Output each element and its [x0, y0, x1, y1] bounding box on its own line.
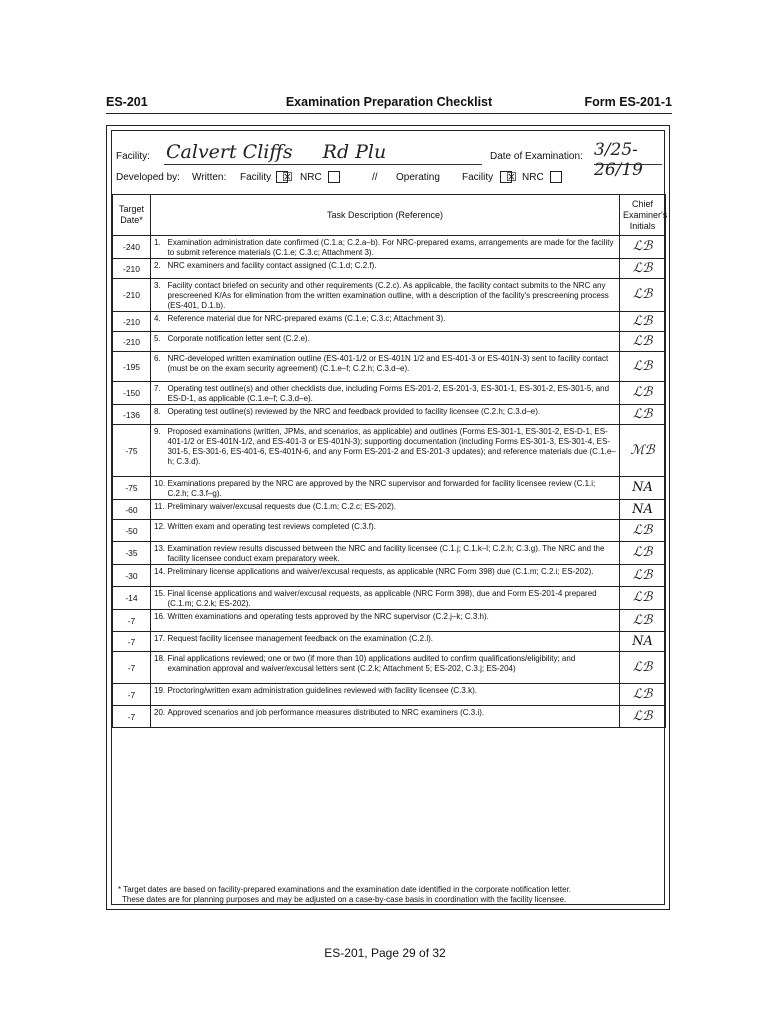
task-description: Examinations prepared by the NRC are approved by the NRC supervisor and forwarded for facility licensee review (C.1.i; C.2.h; C.3.f–g). [165, 477, 620, 500]
task-description: Written examinations and operating tests approved by the NRC supervisor (C.2.j–k; C.3.h). [165, 610, 620, 632]
task-number: 1. [151, 236, 165, 259]
table-row [113, 632, 666, 652]
header-form-code: ES-201 [106, 95, 148, 109]
task-number: 15. [151, 587, 165, 610]
task-rows [113, 236, 666, 728]
task-description: Operating test outline(s) reviewed by the NRC and feedback provided to facility licensee (C.2.h; C.3.d–e). [165, 405, 620, 425]
task-number: 3. [151, 279, 165, 312]
target-date-cell: -14 [113, 587, 151, 610]
task-number: 11. [151, 500, 165, 520]
examiner-initials[interactable]: ℒℬ [620, 520, 666, 542]
exam-date-label: Date of Examination: [490, 151, 583, 162]
target-date-cell: -136 [113, 405, 151, 425]
written-nrc-label: NRC [300, 172, 322, 183]
operating-facility-checkmark: ☒ [506, 170, 517, 184]
target-date-cell: -210 [113, 312, 151, 332]
table-row [113, 279, 666, 312]
task-description: Final license applications and waiver/excusal requests, as applicable (NRC Form 398), due and Form ES-201-4 prepared (C.1.m; C.2.k; ES-202). [165, 587, 620, 610]
page-number: ES-201, Page 29 of 32 [324, 946, 446, 960]
examiner-initials[interactable]: ℒℬ [620, 259, 666, 279]
examiner-initials[interactable]: ℒℬ [620, 610, 666, 632]
table-row [113, 684, 666, 706]
table-row [113, 520, 666, 542]
facility-name-extra: Rd Plu [322, 141, 387, 163]
form-inner-frame [111, 130, 668, 905]
table-row [113, 542, 666, 565]
table-row [113, 352, 666, 382]
table-row [113, 587, 666, 610]
task-number: 19. [151, 684, 165, 706]
table-row [113, 312, 666, 332]
task-description: Reference material due for NRC-prepared exams (C.1.e; C.3.c; Attachment 3). [165, 312, 620, 332]
task-description: Final applications reviewed; one or two (if more than 10) applications audited to confirm qualifications/eligibility; and examination approval and waiver/excusal letters sent (C.2.k; Attachment 5; ES-202, C.3.j; ES-204) [165, 652, 620, 684]
task-description: Preliminary license applications and waiver/excusal requests, as applicable (NRC Form 398) due (C.1.m; C.2.i; ES-202). [165, 565, 620, 587]
header-rule [106, 113, 672, 114]
examiner-initials[interactable]: ℒℬ [620, 587, 666, 610]
col-header-target-date: Target Date* [113, 195, 151, 236]
task-description: Written exam and operating test reviews completed (C.3.f). [165, 520, 620, 542]
examiner-initials[interactable]: ℒℬ [620, 332, 666, 352]
col-header-task: Task Description (Reference) [151, 195, 620, 236]
facility-label: Facility: [116, 151, 150, 162]
task-number: 14. [151, 565, 165, 587]
examiner-initials[interactable]: ℒℬ [620, 542, 666, 565]
separator-text: // [372, 172, 378, 183]
task-number: 20. [151, 706, 165, 728]
task-description: Proctoring/written exam administration guidelines reviewed with facility licensee (C.3.k). [165, 684, 620, 706]
operating-facility-label: Facility [462, 172, 494, 183]
written-facility-checkbox[interactable] [276, 170, 293, 184]
target-date-cell: -210 [113, 332, 151, 352]
target-date-cell: -7 [113, 652, 151, 684]
target-date-cell: -50 [113, 520, 151, 542]
task-number: 8. [151, 405, 165, 425]
examiner-initials[interactable]: NA [620, 632, 666, 652]
page-header [106, 95, 672, 111]
task-number: 9. [151, 425, 165, 477]
task-number: 7. [151, 382, 165, 405]
target-date-cell: -210 [113, 259, 151, 279]
examiner-initials[interactable]: ℳℬ [620, 425, 666, 477]
table-row [113, 236, 666, 259]
footnote-line-1: * Target dates are based on facility-prepared examinations and the examination date identified in the corporate notification letter. [118, 885, 572, 894]
target-date-cell: -75 [113, 425, 151, 477]
operating-nrc-checkbox[interactable] [550, 171, 562, 183]
written-nrc-checkbox[interactable] [328, 171, 340, 183]
facility-name: Calvert Cliffs [166, 141, 293, 163]
task-description: NRC-developed written examination outline (ES-401-1/2 or ES-401N 1/2 and ES-401-3 or ES-401N-3) sent to facility contact (must be on the exam security agreement) (C.1.e–f; C.2.h; C.3.d–e). [165, 352, 620, 382]
task-number: 6. [151, 352, 165, 382]
facility-value[interactable] [166, 141, 386, 163]
examiner-initials[interactable]: NA [620, 477, 666, 500]
target-date-cell: -7 [113, 610, 151, 632]
table-row [113, 500, 666, 520]
examiner-initials[interactable]: ℒℬ [620, 405, 666, 425]
footnote [112, 885, 666, 905]
target-date-cell: -60 [113, 500, 151, 520]
exam-date-value[interactable]: 3/25-26/19 [594, 140, 643, 180]
examiner-initials[interactable]: ℒℬ [620, 565, 666, 587]
table-row [113, 425, 666, 477]
examiner-initials[interactable]: ℒℬ [620, 652, 666, 684]
task-description: Request facility licensee management feedback on the examination (C.2.l). [165, 632, 620, 652]
written-facility-checkmark: ☒ [282, 170, 293, 184]
task-description: Proposed examinations (written, JPMs, and scenarios, as applicable) and outlines (Forms ES-301-1, ES-301-2, ES-D-1, ES-401-1/2 or ES-401N-1/2, and ES-401-3 or ES-401N-3); supporting documentation (including Forms ES-301-3, ES-301-4, ES-301-5, ES-301-6, ES-401-6, ES-401N-6, and any Form ES-201-2 and ES-201-3 updates); and reference materials due (C.1.e–h; C.3.d). [165, 425, 620, 477]
col-header-initials: Chief Examiner's Initials [620, 195, 666, 236]
task-number: 4. [151, 312, 165, 332]
examiner-initials[interactable]: ℒℬ [620, 236, 666, 259]
developed-by-label: Developed by: [116, 172, 180, 183]
target-date-cell: -240 [113, 236, 151, 259]
header-title: Examination Preparation Checklist [285, 95, 493, 109]
table-row [113, 405, 666, 425]
target-date-cell: -30 [113, 565, 151, 587]
task-description: Preliminary waiver/excusal requests due (C.1.m; C.2.c; ES-202). [165, 500, 620, 520]
task-description: Corporate notification letter sent (C.2.e). [165, 332, 620, 352]
task-number: 18. [151, 652, 165, 684]
table-row [113, 382, 666, 405]
target-date-cell: -75 [113, 477, 151, 500]
written-facility-label: Facility [240, 172, 272, 183]
table-row [113, 477, 666, 500]
task-number: 10. [151, 477, 165, 500]
target-date-cell: -35 [113, 542, 151, 565]
examiner-initials[interactable]: ℒℬ [620, 312, 666, 332]
task-description: Examination review results discussed between the NRC and facility licensee (C.1.j; C.1.k–l; C.2.h; C.3.g). The NRC and the facility licensee conduct exam preparatory week. [165, 542, 620, 565]
target-date-cell: -7 [113, 684, 151, 706]
table-row [113, 652, 666, 684]
operating-nrc-label: NRC [522, 172, 544, 183]
table-row [113, 565, 666, 587]
header-form-number: Form ES-201-1 [584, 95, 672, 109]
target-date-cell: -195 [113, 352, 151, 382]
table-row [113, 332, 666, 352]
task-number: 5. [151, 332, 165, 352]
examiner-initials[interactable]: ℒℬ [620, 684, 666, 706]
table-row [113, 706, 666, 728]
task-number: 13. [151, 542, 165, 565]
facility-underline [164, 164, 482, 165]
examiner-initials[interactable]: ℒℬ [620, 382, 666, 405]
target-date-cell: -150 [113, 382, 151, 405]
written-label: Written: [192, 172, 227, 183]
operating-facility-checkbox[interactable] [500, 170, 517, 184]
target-date-cell: -7 [113, 632, 151, 652]
table-row [113, 259, 666, 279]
target-date-cell: -210 [113, 279, 151, 312]
task-description: Examination administration date confirmed (C.1.a; C.2.a–b). For NRC-prepared exams, arrangements are made for the facility to submit reference materials (C.1.e; C.3.c; Attachment 3). [165, 236, 620, 259]
task-number: 16. [151, 610, 165, 632]
task-description: Operating test outline(s) and other checklists due, including Forms ES-201-2, ES-201-3, ES-301-1, ES-301-2, ES-301-5, and ES-D-1, as applicable (C.1.e–f; C.3.d–e). [165, 382, 620, 405]
examiner-initials[interactable]: NA [620, 500, 666, 520]
examiner-initials[interactable]: ℒℬ [620, 706, 666, 728]
task-number: 12. [151, 520, 165, 542]
table-header-row [113, 195, 666, 236]
table-row [113, 610, 666, 632]
checklist-form [106, 125, 670, 910]
examiner-initials[interactable]: ℒℬ [620, 279, 666, 312]
task-description: NRC examiners and facility contact assigned (C.1.d; C.2.f). [165, 259, 620, 279]
task-description: Approved scenarios and job performance measures distributed to NRC examiners (C.3.i). [165, 706, 620, 728]
target-date-cell: -7 [113, 706, 151, 728]
task-table [112, 194, 666, 728]
task-number: 17. [151, 632, 165, 652]
developed-by-row [116, 172, 664, 188]
footnote-line-2: These dates are for planning purposes and may be adjusted on a case-by-case basis in coordination with the facility licensee. [122, 895, 567, 904]
date-underline [594, 164, 662, 165]
operating-label: Operating [396, 172, 440, 183]
task-number: 2. [151, 259, 165, 279]
task-description: Facility contact briefed on security and other requirements (C.2.c). As applicable, the facility contact submits to the NRC any prescreened K/As for elimination from the written examination outline, with a description of the facility's prescreening process (ES-401, D.1.b). [165, 279, 620, 312]
examiner-initials[interactable]: ℒℬ [620, 352, 666, 382]
